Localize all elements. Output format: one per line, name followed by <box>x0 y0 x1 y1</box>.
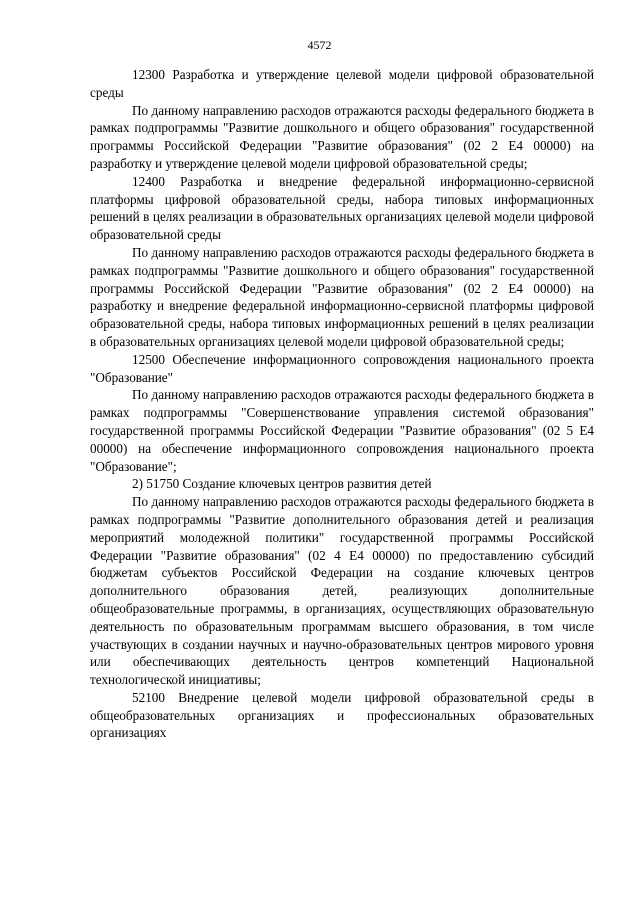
document-body <box>90 66 594 742</box>
section-text-12300: По данному направлению расходов отражаются расходы федерального бюджета в рамках подпрограммы "Развитие дошкольного и общего образования" государственной программы Российской Федерации "Развитие образования" (02 2 Е4 00000) на разработку и утверждение целевой модели цифровой образовательной среды; <box>90 102 594 171</box>
page-number: 4572 <box>307 38 332 52</box>
section-heading-12400: 12400 Разработка и внедрение федеральной информационно-сервисной платформы цифровой образовательной среды, набора типовых информационных решений в целях реализации в образовательных организациях целевой модели цифровой образовательной среды <box>90 173 594 243</box>
section-text-12500: По данному направлению расходов отражаются расходы федерального бюджета в рамках подпрограммы "Совершенствование управления системой образования" государственной программы Российской Федерации "Развитие образования" (02 5 Е4 00000) на обеспечение информационного сопровождения национального проекта "Образование"; <box>90 387 594 474</box>
section-heading-52100: 52100 Внедрение целевой модели цифровой образовательной среды в общеобразовательных организациях и профессиональных образовательных организациях <box>90 689 594 741</box>
section-heading-12500: 12500 Обеспечение информационного сопровождения национального проекта "Образование" <box>90 351 594 385</box>
section-heading-12300: 12300 Разработка и утверждение целевой модели цифровой образовательной среды <box>90 67 594 100</box>
section-text-12400: По данному направлению расходов отражаются расходы федерального бюджета в рамках подпрограммы "Развитие дошкольного и общего образования" государственной программы Российской Федерации "Развитие образования" (02 2 Е4 00000) на разработку и внедрение федеральной информационно-сервисной платформы цифровой образовательной среды, набора типовых информационных решений в целях реализации в образовательных организациях целевой модели цифровой образовательной среды; <box>90 244 594 349</box>
section-heading-51750: 2) 51750 Создание ключевых центров развития детей <box>132 476 432 492</box>
section-text-51750: По данному направлению расходов отражаются расходы федерального бюджета в рамках подпрограммы "Развитие дополнительного образования детей и реализация мероприятий молодежной политики" государственной программы Российской Федерации "Развитие образования" (02 4 Е4 00000) по предоставлению субсидий бюджетам субъектов Российской Федерации на создание ключевых центров дополнительного образования детей, реализующих дополнительные общеобразовательные программы, в организациях, осуществляющих образовательную деятельность по образовательным программам высшего образования, в том числе участвующих в создании научных и научно-образовательных центров мирового уровня или обеспечивающих деятельность центров компетенций Национальной технологической инициативы; <box>90 494 594 688</box>
